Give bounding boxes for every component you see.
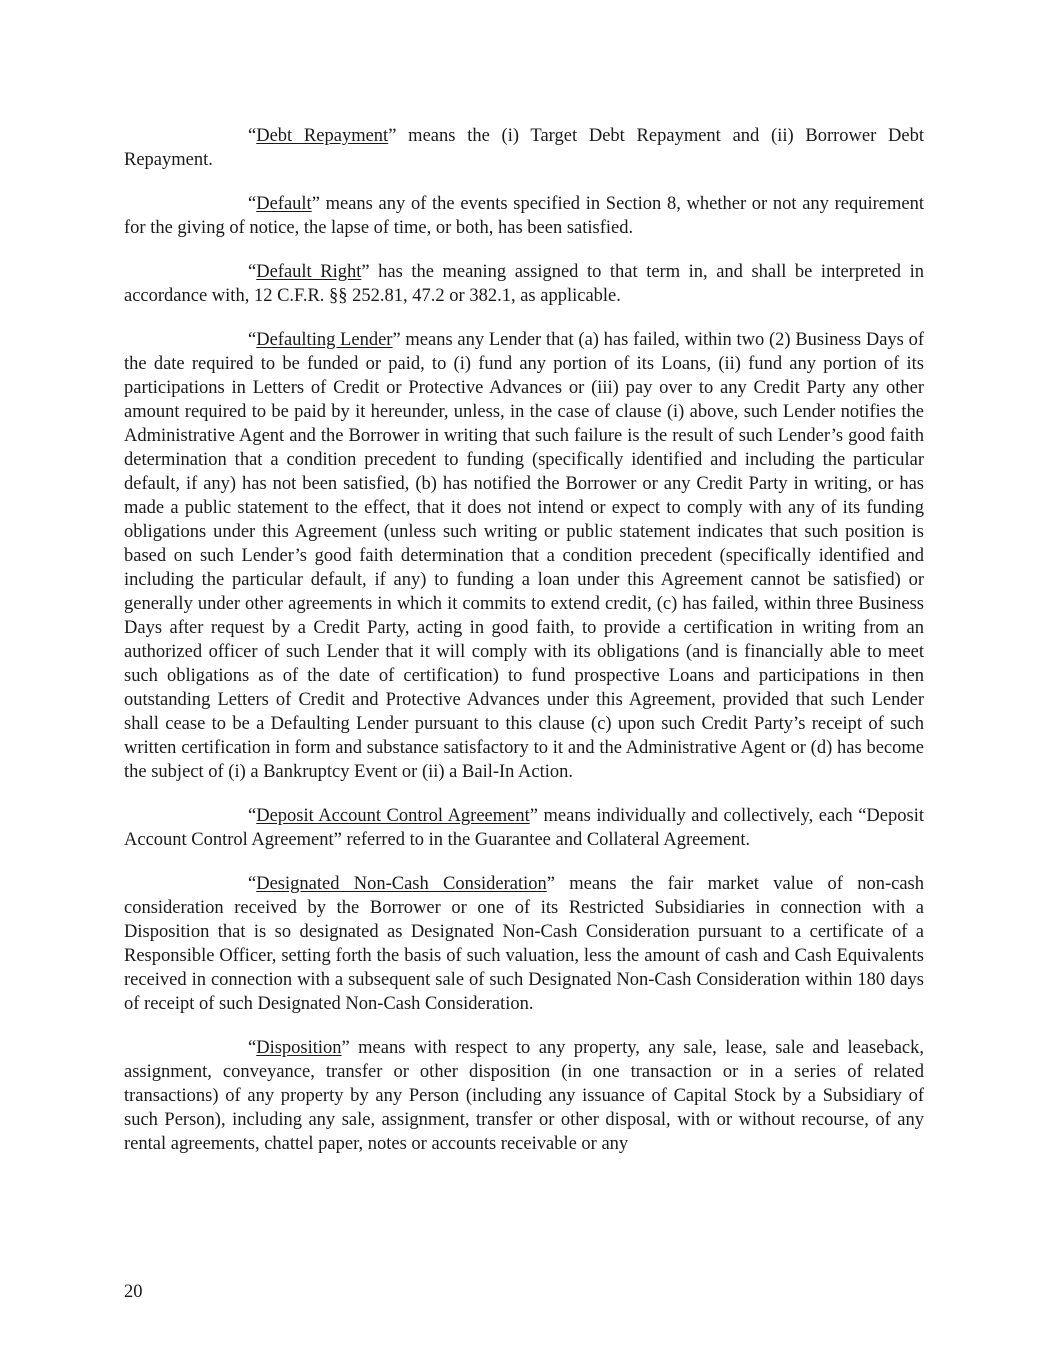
definition-text: means individually and collectively, each “Deposit Account Control Agreement” referred to in the Guarantee and Collateral Agreement. xyxy=(124,806,924,850)
definition-default: “Default” means any of the events specified in Section 8, whether or not any requirement for the giving of notice, the lapse of time, or both, has been satisfied. xyxy=(124,194,924,238)
definition-text: means any Lender that (a) has failed, within two (2) Business Days of the date required to be funded or paid, to (i) fund any portion of its Loans, (ii) fund any portion of its participations in Letters of Credit or Protective Advances or (iii) pay over to any Credit Party any other amount required to be paid by it hereunder, unless, in the case of clause (i) above, such Lender notifies the Administrative Agent and the Borrower in writing that such failure is the result of such Lender’s good faith determination that a condition precedent to funding (specifically identified and including the particular default, if any) has not been satisfied, (b) has notified the Borrower or any Credit Party in writing, or has made a public statement to the effect, that it does not intend or expect to comply with any of its funding obligations under this Agreement (unless such writing or public statement indicates that such position is based on such Lender’s good faith determination that a condition precedent (specifically identified and including the particular default, if any) to funding a loan under this Agreement cannot be satisfied) or generally under other agreements in which it commits to extend credit, (c) has failed, within three Business Days after request by a Credit Party, acting in good faith, to provide a certification in writing from an authorized officer of such Lender that it will comply with its obligations (and is financially able to meet such obligations as of the date of certification) to fund prospective Loans and participations in then outstanding Letters of Credit and Protective Advances under this Agreement, provided that such Lender shall cease to be a Defaulting Lender pursuant to this clause (c) upon such Credit Party’s receipt of such written certification in form and substance satisfactory to it and the Administrative Agent or (d) has become the subject of (i) a Bankruptcy Event or (ii) a Bail-In Action. xyxy=(124,330,924,782)
definition-default-right: “Default Right” has the meaning assigned to that term in, and shall be interpreted in accordance with, 12 C.F.R. §§ 252.81, 47.2 or 382.1, as applicable. xyxy=(124,262,924,306)
defined-term: Default Right xyxy=(256,262,362,282)
definition-text: means the (i) Target Debt Repayment and (ii) Borrower Debt Repayment. xyxy=(124,126,924,170)
definition-text: means with respect to any property, any sale, lease, sale and leaseback, assignment, conveyance, transfer or other disposition (in one transaction or in a series of related transactions) of any property by any Person (including any issuance of Capital Stock by a Subsidiary of such Person), including any sale, assignment, transfer or other disposal, with or without recourse, of any rental agreements, chattel paper, notes or accounts receivable or any xyxy=(124,1038,924,1154)
definition-designated-non-cash-consideration: “Designated Non-Cash Consideration” means the fair market value of non-cash consideration received by the Borrower or one of its Restricted Subsidiaries in connection with a Disposition that is so designated as Designated Non-Cash Consideration pursuant to a certificate of a Responsible Officer, setting forth the basis of such valuation, less the amount of cash and Cash Equivalents received in connection with a subsequent sale of such Designated Non-Cash Consideration within 180 days of receipt of such Designated Non-Cash Consideration. xyxy=(124,874,924,1014)
definition-text: has the meaning assigned to that term in, and shall be interpreted in accordance with, 12 C.F.R. §§ 252.81, 47.2 or 382.1, as applicable. xyxy=(124,262,924,306)
definition-deposit-account-control-agreement: “Deposit Account Control Agreement” means individually and collectively, each “Deposit Account Control Agreement” referred to in the Guarantee and Collateral Agreement. xyxy=(124,806,924,850)
page-number: 20 xyxy=(124,1282,143,1302)
document-body xyxy=(124,124,924,1176)
definition-text: means any of the events specified in Section 8, whether or not any requirement for the giving of notice, the lapse of time, or both, has been satisfied. xyxy=(124,194,924,238)
defined-term: Disposition xyxy=(256,1038,342,1058)
defined-term: Default xyxy=(256,194,312,214)
defined-term: Defaulting Lender xyxy=(256,330,393,350)
definition-text: means the fair market value of non-cash consideration received by the Borrower or one of its Restricted Subsidiaries in connection with a Disposition that is so designated as Designated Non-Cash Consideration pursuant to a certificate of a Responsible Officer, setting forth the basis of such valuation, less the amount of cash and Cash Equivalents received in connection with a subsequent sale of such Designated Non-Cash Consideration within 180 days of receipt of such Designated Non-Cash Consideration. xyxy=(124,874,924,1014)
definition-disposition: “Disposition” means with respect to any property, any sale, lease, sale and leaseback, assignment, conveyance, transfer or other disposition (in one transaction or in a series of related transactions) of any property by any Person (including any issuance of Capital Stock by a Subsidiary of such Person), including any sale, assignment, transfer or other disposal, with or without recourse, of any rental agreements, chattel paper, notes or accounts receivable or any xyxy=(124,1038,924,1154)
defined-term: Designated Non-Cash Consideration xyxy=(256,874,547,894)
definition-defaulting-lender: “Defaulting Lender” means any Lender that (a) has failed, within two (2) Business Days of the date required to be funded or paid, to (i) fund any portion of its Loans, (ii) fund any portion of its participations in Letters of Credit or Protective Advances or (iii) pay over to any Credit Party any other amount required to be paid by it hereunder, unless, in the case of clause (i) above, such Lender notifies the Administrative Agent and the Borrower in writing that such failure is the result of such Lender’s good faith determination that a condition precedent to funding (specifically identified and including the particular default, if any) has not been satisfied, (b) has notified the Borrower or any Credit Party in writing, or has made a public statement to the effect, that it does not intend or expect to comply with any of its funding obligations under this Agreement (unless such writing or public statement indicates that such position is based on such Lender’s good faith determination that a condition precedent (specifically identified and including the particular default, if any) to funding a loan under this Agreement cannot be satisfied) or generally under other agreements in which it commits to extend credit, (c) has failed, within three Business Days after request by a Credit Party, acting in good faith, to provide a certification in writing from an authorized officer of such Lender that it will comply with its obligations (and is financially able to meet such obligations as of the date of certification) to fund prospective Loans and participations in then outstanding Letters of Credit and Protective Advances under this Agreement, provided that such Lender shall cease to be a Defaulting Lender pursuant to this clause (c) upon such Credit Party’s receipt of such written certification in form and substance satisfactory to it and the Administrative Agent or (d) has become the subject of (i) a Bankruptcy Event or (ii) a Bail-In Action. xyxy=(124,330,924,782)
defined-term: Debt Repayment xyxy=(256,126,389,146)
defined-term: Deposit Account Control Agreement xyxy=(256,806,530,826)
definition-debt-repayment: “Debt Repayment” means the (i) Target Debt Repayment and (ii) Borrower Debt Repayment. xyxy=(124,126,924,170)
